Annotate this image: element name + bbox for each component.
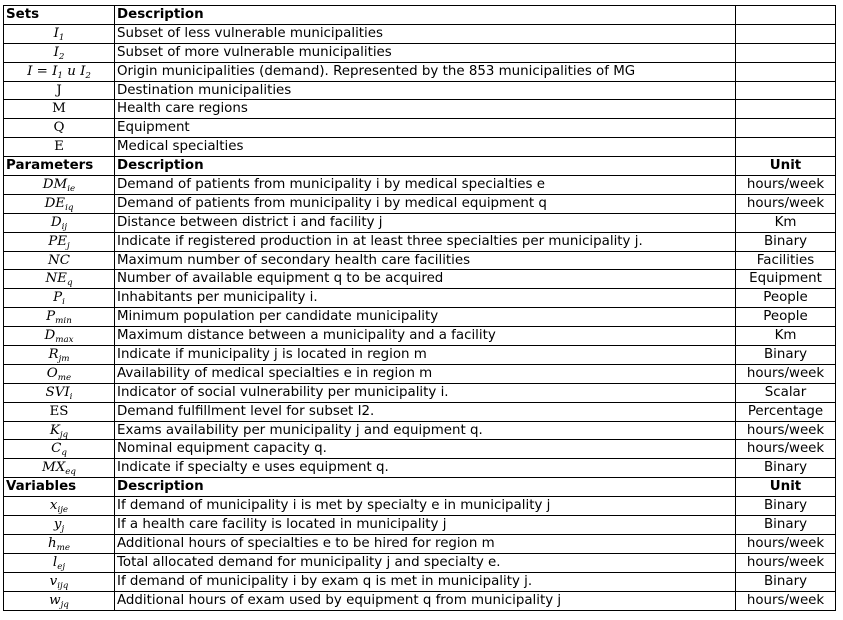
symbol-base: I <box>53 25 59 41</box>
symbol-subscript: q <box>61 448 67 459</box>
symbol-cell <box>4 213 115 232</box>
symbol-base: P <box>53 290 63 306</box>
unit-cell: Binary <box>736 572 836 591</box>
symbol-subscript: ije <box>57 505 69 516</box>
description-cell: Total allocated demand for municipality j and specialty e. <box>115 553 736 572</box>
unit-cell: Km <box>736 327 836 346</box>
description-cell: If demand of municipality i is met by specialty e in municipality j <box>115 497 736 516</box>
table-row <box>4 194 836 213</box>
symbol-subscript: 1 <box>58 32 65 43</box>
description-cell: Medical specialties <box>115 138 736 157</box>
table-row <box>4 251 836 270</box>
unit-cell: hours/week <box>736 194 836 213</box>
table-row <box>4 383 836 402</box>
description-cell: Subset of more vulnerable municipalities <box>115 43 736 62</box>
symbol-cell <box>4 327 115 346</box>
symbol-subscript: max <box>55 335 74 346</box>
symbol-cell <box>4 176 115 195</box>
symbol-base: h <box>47 535 57 551</box>
table-row <box>4 346 836 365</box>
symbol-subscript: q <box>66 278 73 289</box>
table-row <box>4 232 836 251</box>
symbol-subscript: ij <box>61 221 68 232</box>
symbol-subscript: min <box>55 316 72 327</box>
symbol-subscript: jm <box>58 354 70 365</box>
symbol-base: M <box>52 101 66 117</box>
table-row <box>4 43 836 62</box>
description-cell: Indicate if specialty e uses equipment q. <box>115 459 736 478</box>
unit-cell: hours/week <box>736 364 836 383</box>
section-description-header: Description <box>115 6 736 25</box>
symbol-cell <box>4 194 115 213</box>
symbol-base: u I <box>62 63 86 79</box>
symbol-subscript: 2 <box>58 51 65 62</box>
symbol-base: P <box>46 309 56 325</box>
symbol-cell <box>4 251 115 270</box>
symbol-base: I <box>53 44 59 60</box>
symbol-base: K <box>49 422 60 438</box>
symbol-cell <box>4 402 115 421</box>
description-cell: Demand of patients from municipality i by medical specialties e <box>115 176 736 195</box>
description-cell: Maximum distance between a municipality and a facility <box>115 327 736 346</box>
symbol-base: D <box>50 214 62 230</box>
description-cell: Origin municipalities (demand). Represented by the 853 municipalities of MG <box>115 62 736 81</box>
table-row <box>4 553 836 572</box>
description-cell: Additional hours of specialties e to be hired for region m <box>115 534 736 553</box>
symbol-base: ES <box>49 403 69 419</box>
table-row <box>4 100 836 119</box>
section-header-row <box>4 478 836 497</box>
unit-cell <box>736 81 836 100</box>
unit-cell: hours/week <box>736 591 836 610</box>
symbol-base: v <box>49 573 58 589</box>
symbol-base: y <box>53 516 62 532</box>
table-row <box>4 327 836 346</box>
description-cell: Demand of patients from municipality i by medical equipment q <box>115 194 736 213</box>
description-cell: Demand fulfillment level for subset I2. <box>115 402 736 421</box>
symbol-base: DM <box>42 176 68 192</box>
symbol-cell <box>4 591 115 610</box>
description-cell: Destination municipalities <box>115 81 736 100</box>
symbol-base: I = I <box>27 63 58 79</box>
description-cell: Indicate if municipality j is located in region m <box>115 346 736 365</box>
table-row <box>4 364 836 383</box>
section-description-header: Description <box>115 478 736 497</box>
description-cell: Indicator of social vulnerability per municipality i. <box>115 383 736 402</box>
table-row <box>4 572 836 591</box>
description-cell: Minimum population per candidate municipality <box>115 308 736 327</box>
table-row <box>4 308 836 327</box>
description-cell: Inhabitants per municipality i. <box>115 289 736 308</box>
table-row <box>4 591 836 610</box>
unit-cell <box>736 24 836 43</box>
symbol-base: NE <box>45 271 67 287</box>
description-cell: Subset of less vulnerable municipalities <box>115 24 736 43</box>
symbol-base: SVI <box>45 384 70 400</box>
description-cell: Number of available equipment q to be acquired <box>115 270 736 289</box>
description-cell: Exams availability per municipality j and equipment q. <box>115 421 736 440</box>
symbol-table <box>3 5 836 611</box>
symbol-base: DE <box>44 195 66 211</box>
unit-cell: Scalar <box>736 383 836 402</box>
unit-cell <box>736 138 836 157</box>
symbol-cell <box>4 421 115 440</box>
symbol-subscript: me <box>56 542 71 553</box>
table-row <box>4 289 836 308</box>
unit-cell: Percentage <box>736 402 836 421</box>
symbol-cell <box>4 553 115 572</box>
symbol-cell <box>4 364 115 383</box>
description-cell: Nominal equipment capacity q. <box>115 440 736 459</box>
table-row <box>4 497 836 516</box>
symbol-subscript: 2 <box>85 70 91 81</box>
description-cell: If demand of municipality i by exam q is met in municipality j. <box>115 572 736 591</box>
symbol-cell <box>4 497 115 516</box>
section-description-header: Description <box>115 157 736 176</box>
symbol-base: l <box>52 554 58 570</box>
symbol-base: MX <box>42 460 66 476</box>
unit-cell <box>736 100 836 119</box>
symbol-subscript: eq <box>65 467 76 478</box>
symbol-cell <box>4 119 115 138</box>
section-header-row <box>4 6 836 25</box>
table-row <box>4 138 836 157</box>
section-unit-header <box>736 6 836 25</box>
table-row <box>4 534 836 553</box>
symbol-subscript: 1 <box>57 70 63 81</box>
symbol-base: E <box>54 139 64 155</box>
symbol-cell <box>4 24 115 43</box>
symbol-base: J <box>56 82 62 98</box>
description-cell: Health care regions <box>115 100 736 119</box>
unit-cell: Binary <box>736 346 836 365</box>
table-row <box>4 459 836 478</box>
symbol-subscript: ie <box>67 184 76 194</box>
unit-cell <box>736 43 836 62</box>
description-cell: Maximum number of secondary health care facilities <box>115 251 736 270</box>
unit-cell: hours/week <box>736 534 836 553</box>
section-header-row <box>4 157 836 176</box>
symbol-subscript: jq <box>60 599 69 610</box>
section-symbol-header: Variables <box>4 478 115 497</box>
unit-cell: Binary <box>736 497 836 516</box>
description-cell: Availability of medical specialties e in region m <box>115 364 736 383</box>
unit-cell: Facilities <box>736 251 836 270</box>
unit-cell: hours/week <box>736 421 836 440</box>
unit-cell: People <box>736 289 836 308</box>
description-cell: Indicate if registered production in at least three specialties per municipality j. <box>115 232 736 251</box>
symbol-cell <box>4 308 115 327</box>
description-cell: Equipment <box>115 119 736 138</box>
table-row <box>4 62 836 81</box>
symbol-base: D <box>44 328 56 344</box>
symbol-cell <box>4 572 115 591</box>
symbol-cell <box>4 383 115 402</box>
unit-cell: Binary <box>736 516 836 535</box>
symbol-cell <box>4 138 115 157</box>
unit-cell <box>736 62 836 81</box>
unit-cell <box>736 119 836 138</box>
symbol-base: PE <box>48 233 68 249</box>
symbol-cell <box>4 232 115 251</box>
symbol-cell <box>4 62 115 81</box>
symbol-cell <box>4 43 115 62</box>
table-row <box>4 81 836 100</box>
symbol-base: x <box>49 498 58 514</box>
symbol-base: Q <box>53 120 65 136</box>
symbol-base: NC <box>48 252 70 268</box>
section-symbol-header: Sets <box>4 6 115 25</box>
table-row <box>4 516 836 535</box>
symbol-subscript: iq <box>65 202 74 213</box>
unit-cell: hours/week <box>736 440 836 459</box>
symbol-subscript: j <box>61 524 65 535</box>
symbol-cell <box>4 289 115 308</box>
symbol-cell <box>4 440 115 459</box>
symbol-subscript: ijq <box>57 580 69 591</box>
table-row <box>4 270 836 289</box>
table-row <box>4 176 836 195</box>
symbol-base: C <box>51 441 62 457</box>
table-row <box>4 213 836 232</box>
symbol-table-body <box>4 6 836 611</box>
symbol-subscript: j <box>67 240 70 251</box>
section-unit-header: Unit <box>736 478 836 497</box>
symbol-subscript: me <box>57 372 72 383</box>
table-row <box>4 421 836 440</box>
unit-cell: hours/week <box>736 176 836 195</box>
symbol-cell <box>4 534 115 553</box>
symbol-base: w <box>49 592 61 608</box>
description-cell: Distance between district i and facility j <box>115 213 736 232</box>
table-row <box>4 119 836 138</box>
symbol-subscript: jq <box>59 429 69 440</box>
unit-cell: Equipment <box>736 270 836 289</box>
symbol-cell <box>4 516 115 535</box>
unit-cell: Km <box>736 213 836 232</box>
symbol-base: O <box>46 365 58 381</box>
symbol-subscript: ej <box>57 561 66 572</box>
unit-cell: Binary <box>736 459 836 478</box>
symbol-cell <box>4 459 115 478</box>
symbol-cell <box>4 270 115 289</box>
unit-cell: hours/week <box>736 553 836 572</box>
symbol-subscript: i <box>69 391 73 402</box>
symbol-cell <box>4 346 115 365</box>
table-row <box>4 24 836 43</box>
description-cell: If a health care facility is located in municipality j <box>115 516 736 535</box>
section-symbol-header: Parameters <box>4 157 115 176</box>
section-unit-header: Unit <box>736 157 836 176</box>
unit-cell: Binary <box>736 232 836 251</box>
description-cell: Additional hours of exam used by equipment q from municipality j <box>115 591 736 610</box>
table-row <box>4 402 836 421</box>
symbol-subscript: i <box>62 297 65 308</box>
symbol-cell <box>4 81 115 100</box>
table-row <box>4 440 836 459</box>
symbol-cell <box>4 100 115 119</box>
symbol-base: R <box>48 346 59 362</box>
unit-cell: People <box>736 308 836 327</box>
